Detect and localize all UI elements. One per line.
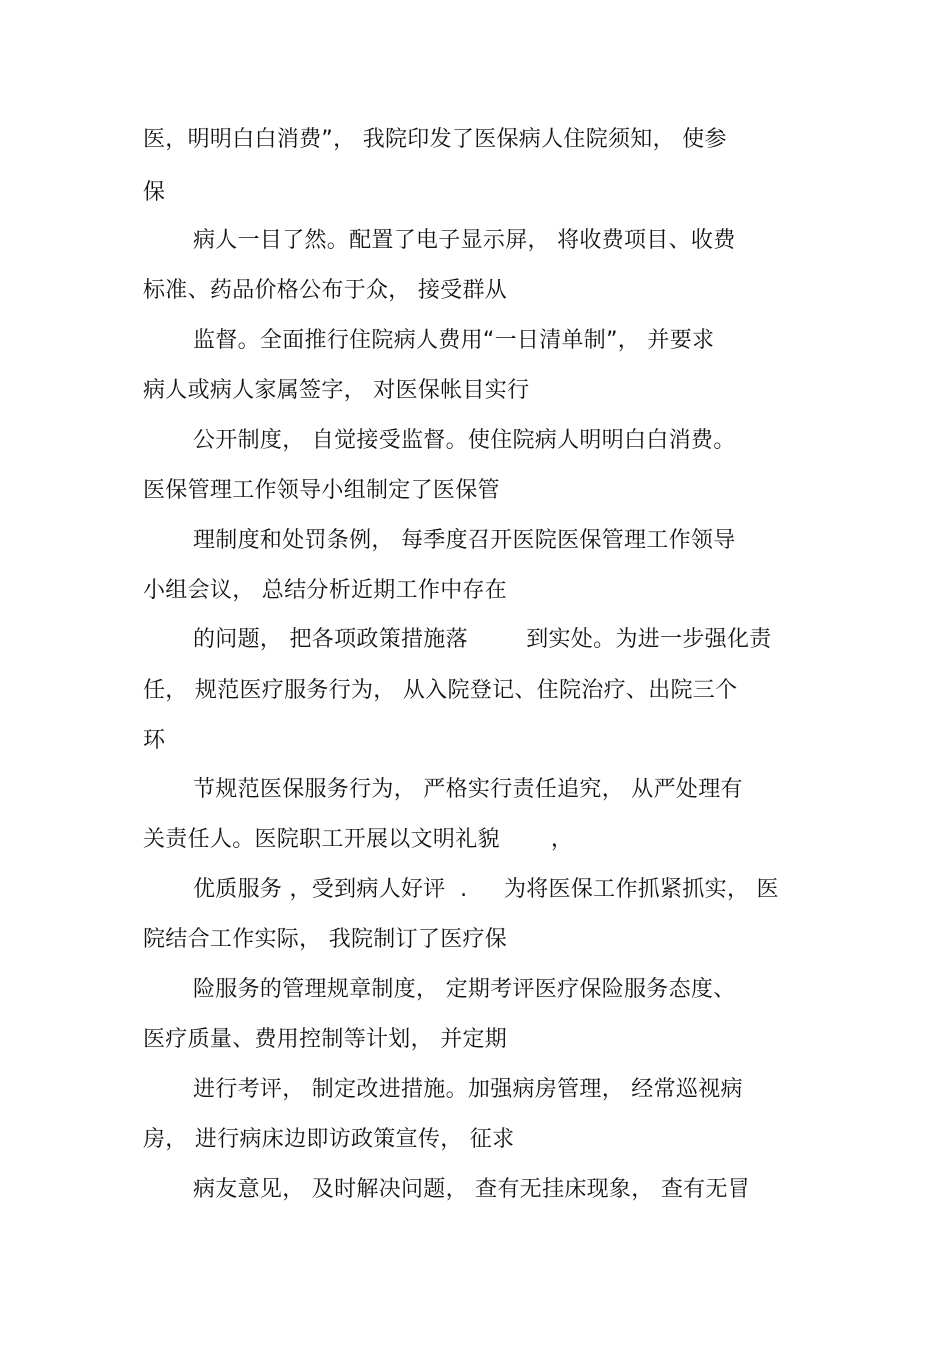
text-line: 任， 规范医疗服务行为， 从入院登记、住院治疗、出院三个 [143,678,738,703]
text-line: 环 [143,728,166,753]
text-line: 险服务的管理规章制度， 定期考评医疗保险服务态度、 [193,977,736,1002]
text-line: 公开制度， 自觉接受监督。使住院病人明明白白消费。 [193,428,736,453]
text-line: 医，明明白白消费”， 我院印发了医保病人住院须知， 使参 [143,127,727,152]
text-line: 病友意见， 及时解决问题， 查有无挂床现象， 查有无冒 [193,1177,751,1202]
text-line: 保 [143,180,166,205]
text-line: 进行考评， 制定改进措施。加强病房管理， 经常巡视病 [193,1077,743,1102]
text-line: 标准、药品价格公布于众， 接受群从 [143,278,508,303]
text-line: 医疗质量、费用控制等计划， 并定期 [143,1027,508,1052]
text-line: 病人一目了然。配置了电子显示屏， 将收费项目、收费 [193,228,736,253]
text-line: 房， 进行病床边即访政策宣传， 征求 [143,1127,515,1152]
text-line: 关责任人。医院职工开展以文明礼貌 ， [143,827,574,852]
text-line: 院结合工作实际， 我院制订了医疗保 [143,927,508,952]
text-line: 节规范医保服务行为， 严格实行责任追究， 从严处理有 [193,777,743,802]
text-line: 病人或病人家属签字， 对医保帐目实行 [143,378,530,403]
text-line: 医保管理工作领导小组制定了医保管 [143,478,500,503]
text-line: 的问题， 把各项政策措施落 到实处。为进一步强化责 [193,627,772,652]
text-line: 理制度和处罚条例， 每季度召开医院医保管理工作领导 [193,528,736,553]
text-line: 小组会议， 总结分析近期工作中存在 [143,578,508,603]
text-line: 优质服务 ，受到病人好评 . 为将医保工作抓紧抓实， 医 [193,877,779,902]
text-line: 监督。全面推行住院病人费用“一日清单制”， 并要求 [193,328,715,353]
